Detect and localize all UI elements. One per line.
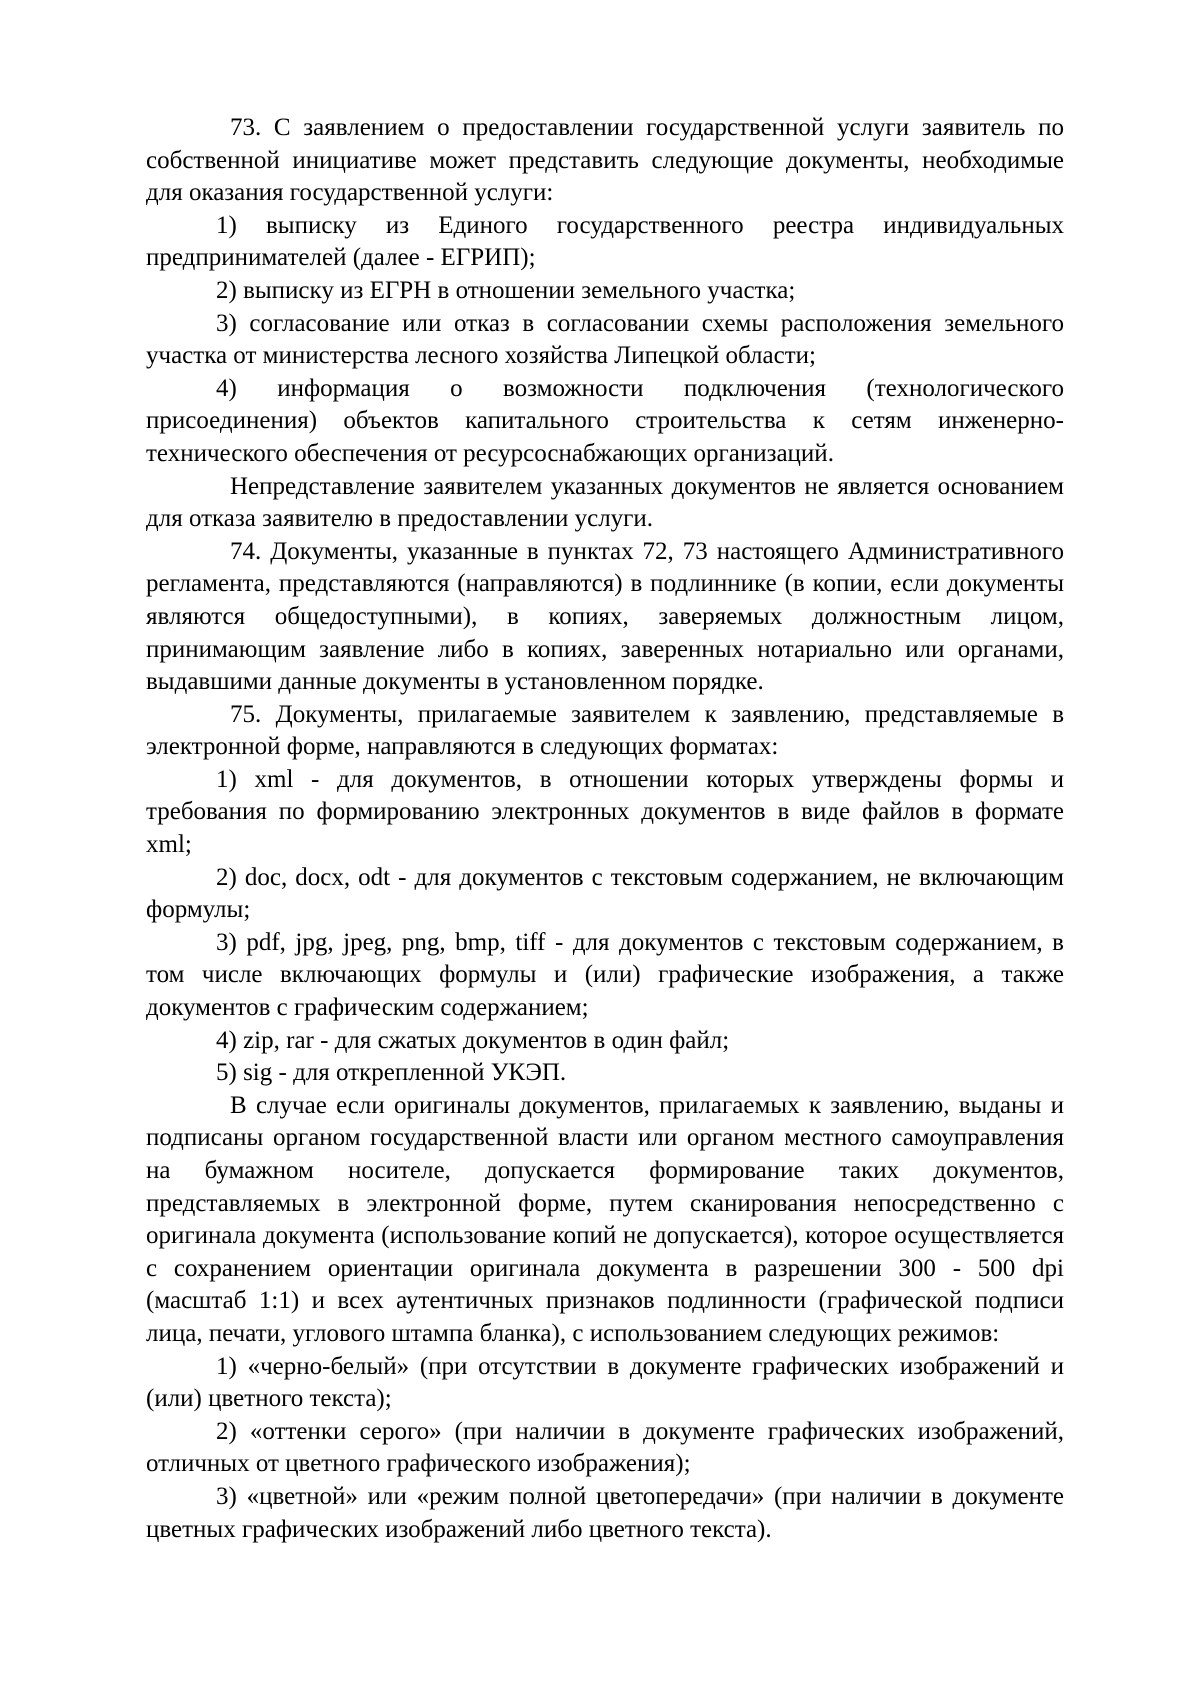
paragraph-item-74: 74. Документы, указанные в пунктах 72, 73 настоящего Административного регламента, представляются (направляются) в подлиннике (в копии, если документы являются общедоступными), в копиях, заверяемых должностным лицом, принимающим заявление либо в копиях, заверенных нотариально или органами, выдавшими данные документы в установленном порядке. xyxy=(146,537,1064,696)
list-item-mode-grayscale: 2) «оттенки серого» (при наличии в документе графических изображений, отличных от цветного графического изображения); xyxy=(146,1417,1064,1478)
list-item-mode-color: 3) «цветной» или «режим полной цветопередачи» (при наличии в документе цветных графических изображений либо цветного текста). xyxy=(146,1482,1064,1543)
list-item-egrip: 1) выписку из Единого государственного реестра индивидуальных предпринимателей (далее - ЕГРИП); xyxy=(146,211,1064,272)
list-item-forestry-approval: 3) согласование или отказ в согласовании схемы расположения земельного участка от министерства лесного хозяйства Липецкой области; xyxy=(146,309,1064,370)
list-item-mode-bw: 1) «черно-белый» (при отсутствии в документе графических изображений и (или) цветного текста); xyxy=(146,1352,1064,1413)
paragraph-scanning: В случае если оригиналы документов, прилагаемых к заявлению, выданы и подписаны органом государственной власти или органом местного самоуправления на бумажном носителе, допускается формирование таких документов, представляемых в электронной форме, путем сканирования непосредственно с оригинала документа (использование копий не допускается), которое осуществляется с сохранением ориентации оригинала документа в разрешении 300 - 500 dpi (масштаб 1:1) и всех аутентичных признаков подлинности (графической подписи лица, печати, углового штампа бланка), с использованием следующих режимов: xyxy=(146,1091,1064,1347)
document-page xyxy=(146,112,1064,1546)
paragraph-item-75: 75. Документы, прилагаемые заявителем к заявлению, представляемые в электронной форме, направляются в следующих форматах: xyxy=(146,700,1064,761)
list-item-format-zip: 4) zip, rar - для сжатых документов в один файл; xyxy=(216,1026,730,1054)
paragraph-non-submission: Непредставление заявителем указанных документов не является основанием для отказа заявителю в предоставлении услуги. xyxy=(146,472,1064,533)
list-item-connection-info: 4) информация о возможности подключения (технологического присоединения) объектов капитального строительства к сетям инженерно-технического обеспечения от ресурсоснабжающих организаций. xyxy=(146,374,1064,467)
list-item-format-doc: 2) doc, docx, odt - для документов с текстовым содержанием, не включающим формулы; xyxy=(146,863,1064,924)
list-item-format-sig: 5) sig - для открепленной УКЭП. xyxy=(216,1059,567,1087)
list-item-format-xml: 1) xml - для документов, в отношении которых утверждены формы и требования по формированию электронных документов в виде файлов в формате xml; xyxy=(146,765,1064,859)
list-item-egrn: 2) выписку из ЕГРН в отношении земельного участка; xyxy=(216,276,796,304)
list-item-format-pdf: 3) pdf, jpg, jpeg, png, bmp, tiff - для документов с текстовым содержанием, в том числе включающих формулы и (или) графические изображения, а также документов с графическим содержанием; xyxy=(146,928,1064,1022)
paragraph-item-73: 73. С заявлением о предоставлении государственной услуги заявитель по собственной инициативе может представить следующие документы, необходимые для оказания государственной услуги: xyxy=(146,114,1064,207)
